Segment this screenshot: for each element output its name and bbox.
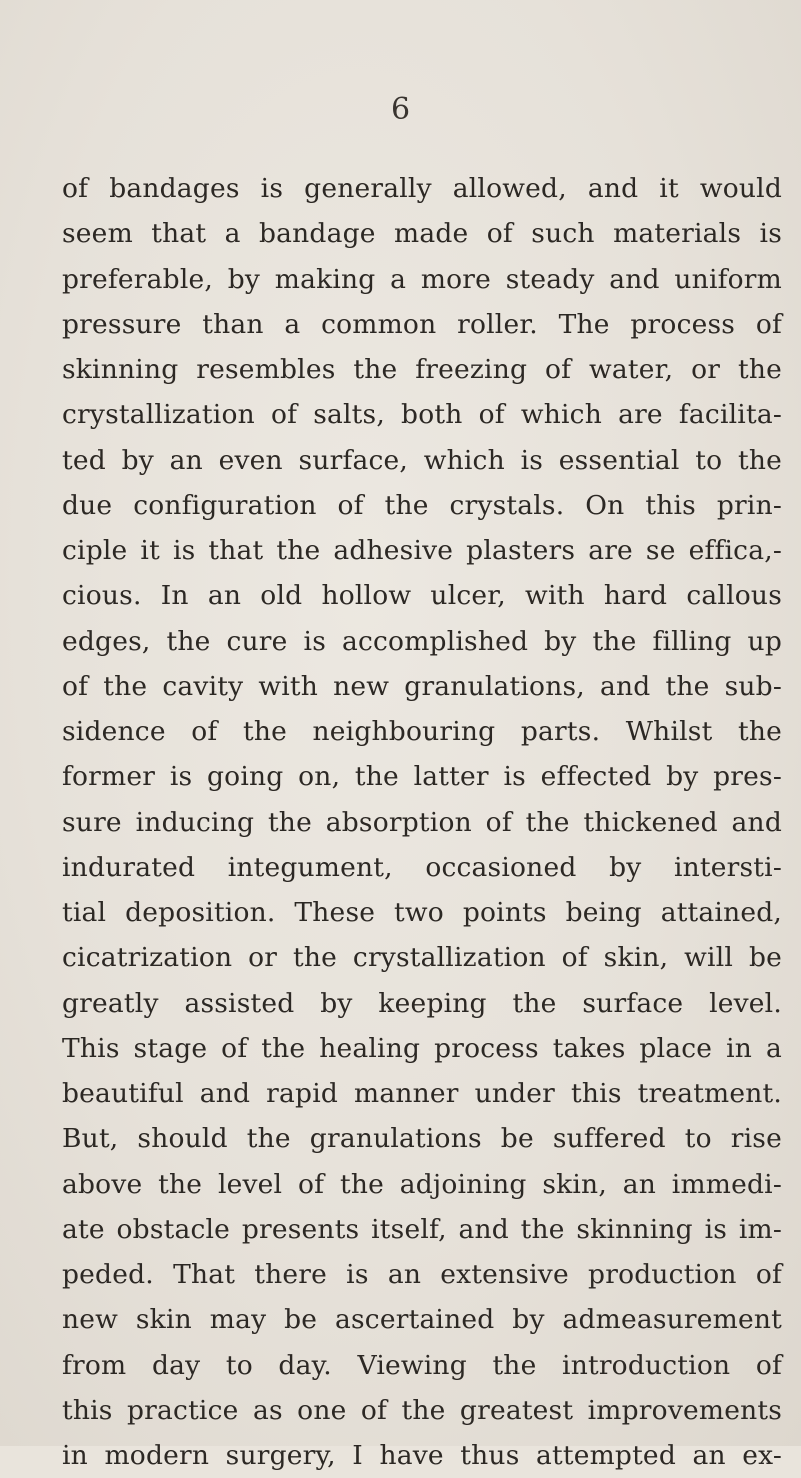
text-line: indurated integument, occasioned by intersti-: [62, 851, 782, 883]
text-line: this practice as one of the greatest improvements: [62, 1394, 782, 1426]
text-line: former is going on, the latter is effected by pres-: [62, 761, 782, 793]
text-line: seem that a bandage made of such materials is: [62, 218, 782, 250]
text-line: ciple it is that the adhesive plasters are se effica,-: [62, 535, 782, 566]
text-line: greatly assisted by keeping the surface level.: [62, 987, 782, 1019]
text-line: new skin may be ascertained by admeasurement: [62, 1304, 782, 1336]
text-line: preferable, by making a more steady and uniform: [62, 263, 782, 295]
text-line: peded. That there is an extensive production of: [62, 1259, 782, 1290]
text-line: This stage of the healing process takes place in a: [62, 1032, 782, 1064]
text-line: crystallization of salts, both of which are facilita-: [62, 399, 782, 431]
text-line: of the cavity with new granulations, and the sub-: [62, 670, 782, 702]
text-line: sure inducing the absorption of the thickened and: [62, 806, 782, 838]
text-line: from day to day. Viewing the introduction of: [62, 1349, 782, 1381]
text-line: cicatrization or the crystallization of skin, will be: [62, 942, 782, 974]
text-line: pressure than a common roller. The process of: [62, 308, 782, 340]
text-line: ate obstacle presents itself, and the skinning is im-: [62, 1213, 782, 1245]
text-line: above the level of the adjoining skin, an immedi-: [62, 1168, 782, 1200]
text-line: in modern surgery, I have thus attempted an ex-: [62, 1440, 782, 1471]
text-line: ted by an even surface, which is essential to the: [62, 444, 782, 476]
page-number: 6: [390, 92, 411, 127]
text-line: beautiful and rapid manner under this treatment.: [62, 1078, 782, 1109]
text-line: tial deposition. These two points being attained,: [62, 897, 782, 928]
text-line: cious. In an old hollow ulcer, with hard callous: [62, 580, 782, 612]
text-line: sidence of the neighbouring parts. Whilst the: [62, 716, 782, 747]
text-line: due configuration of the crystals. On this prin-: [62, 489, 782, 521]
text-line: But, should the granulations be suffered to rise: [62, 1123, 782, 1155]
text-line: edges, the cure is accomplished by the filling up: [62, 625, 782, 657]
body-text: [62, 166, 782, 1478]
text-line: skinning resembles the freezing of water, or the: [62, 354, 782, 385]
text-line: of bandages is generally allowed, and it would: [62, 173, 782, 204]
